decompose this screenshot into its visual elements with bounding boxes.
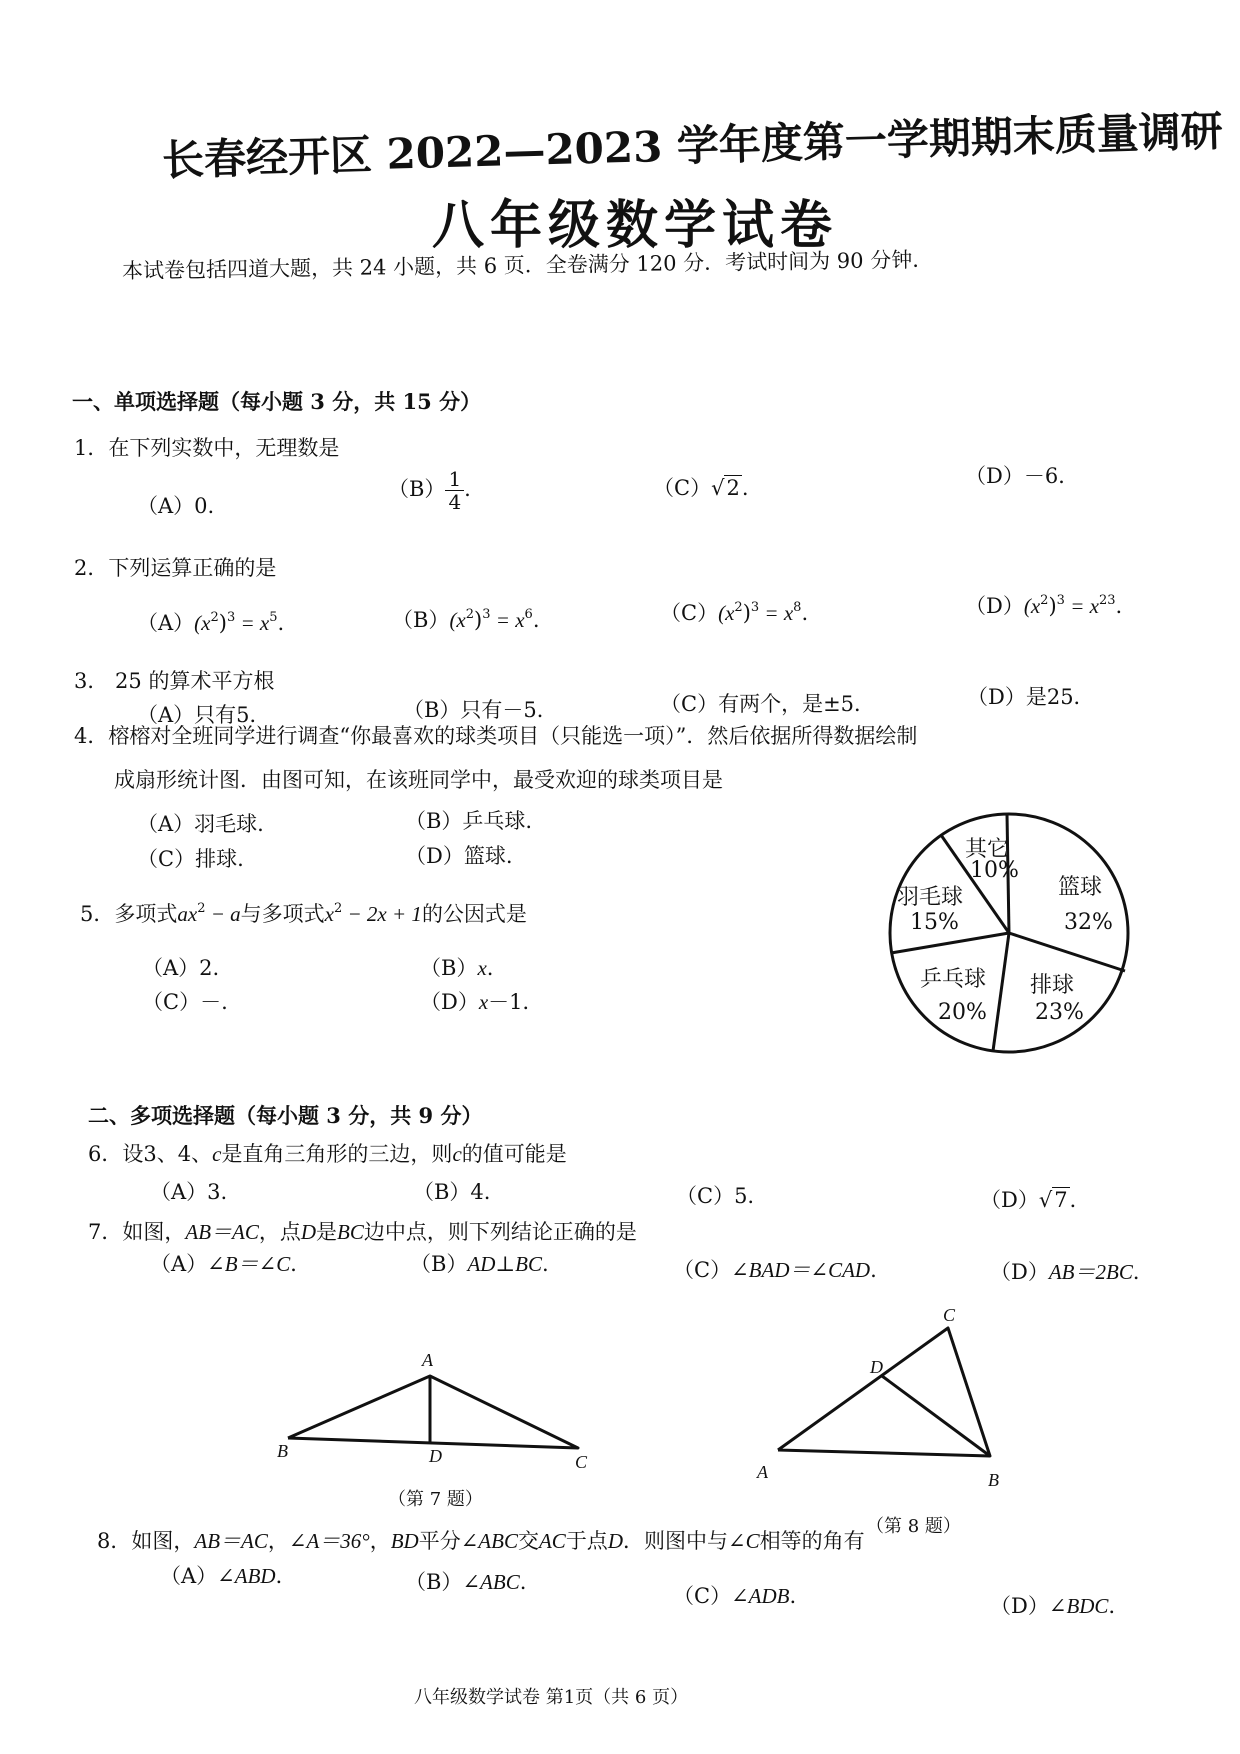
- q6-option-c[interactable]: （C）5.: [676, 1184, 755, 1208]
- option-label: （D）: [990, 1260, 1049, 1284]
- expr: (x: [1023, 594, 1041, 618]
- question-number: 6．: [88, 1142, 123, 1166]
- punct: .: [486, 956, 494, 980]
- exp: 2: [734, 600, 743, 615]
- option-label: （B）: [388, 477, 446, 501]
- question-stem: 平分: [418, 1529, 461, 1553]
- punct: .: [789, 1584, 797, 1608]
- expr: x: [478, 990, 489, 1014]
- exp: 2: [333, 901, 343, 916]
- exp: 3: [750, 600, 760, 615]
- q5-option-b[interactable]: [420, 952, 493, 982]
- q5-option-d[interactable]: [420, 986, 544, 1016]
- exp: 6: [524, 607, 533, 622]
- expr: ): [474, 608, 483, 632]
- option-label: （B）: [420, 956, 478, 980]
- exam-title-line1: 长春经开区 2022—2023 学年度第一学期期末质量调研: [161, 106, 1224, 185]
- question-stem: 与多项式: [240, 902, 325, 926]
- pie-label-basketball: 篮球: [1058, 875, 1103, 900]
- q2-option-d[interactable]: [965, 590, 1122, 620]
- question-1: [74, 432, 339, 462]
- question-8: [97, 1525, 865, 1555]
- radicand: 2: [726, 476, 740, 500]
- exam-title-line2: 八年级数学试卷: [432, 195, 839, 256]
- question-stem: ．则图中与: [622, 1529, 728, 1553]
- question-stem: 交: [517, 1529, 539, 1553]
- sqrt-expr: √2: [711, 476, 740, 500]
- angle: ∠ABC: [460, 1529, 518, 1553]
- expr: (x: [194, 611, 211, 635]
- exp: 2: [210, 610, 219, 625]
- question-stem: 如图，: [131, 1529, 195, 1553]
- exp: 3: [226, 610, 236, 625]
- expr: AD⊥BC: [467, 1252, 543, 1276]
- point: D: [300, 1220, 317, 1244]
- question-number: 8．: [97, 1529, 132, 1553]
- expr: x: [324, 902, 334, 926]
- expr: (x: [718, 601, 735, 625]
- q7-option-c[interactable]: [673, 1254, 877, 1284]
- q4-option-c[interactable]: （C）排球.: [137, 847, 244, 871]
- fig8-label-b: B: [988, 1470, 999, 1490]
- q3-option-c[interactable]: （C）有两个，是±5．: [660, 692, 876, 716]
- question-number: 4．: [74, 724, 109, 748]
- pie-pct-volleyball: 23%: [1035, 1000, 1084, 1025]
- question-stem: ，点: [258, 1220, 301, 1244]
- section2-heading: 二、多项选择题（每小题 3 分，共 9 分）: [88, 1103, 483, 1128]
- question-stem: 边中点，则下列结论正确的是: [363, 1220, 637, 1244]
- question-stem: 如图，: [122, 1220, 186, 1244]
- q4-option-a[interactable]: （A）羽毛球.: [137, 812, 264, 836]
- expr: = x: [759, 601, 794, 625]
- exp: 2: [465, 607, 475, 622]
- q8-option-d[interactable]: [990, 1590, 1129, 1620]
- question-4-line2: 成扇形统计图．由图可知，在该班同学中，最受欢迎的球类项目是: [114, 768, 723, 792]
- q5-option-a[interactable]: （A）2.: [142, 956, 220, 980]
- option-label: （A）: [137, 611, 195, 635]
- section1-heading: 一、单项选择题（每小题 3 分，共 15 分）: [72, 389, 482, 414]
- question-number: 2．: [74, 556, 109, 580]
- punct: ．: [1132, 1260, 1154, 1284]
- fig8-label-c: C: [943, 1305, 956, 1325]
- question-7: [88, 1216, 637, 1246]
- q4-option-b[interactable]: （B）乒乓球.: [405, 809, 533, 833]
- segment: AC: [538, 1529, 566, 1553]
- q7-option-d[interactable]: [990, 1256, 1154, 1286]
- expr: ∠ABD: [217, 1564, 276, 1588]
- q2-option-b[interactable]: [392, 604, 540, 634]
- q8-option-a[interactable]: [160, 1560, 297, 1590]
- option-label: （B）: [410, 1252, 468, 1276]
- fig7-label-c: C: [575, 1452, 588, 1472]
- exp: 2: [1040, 593, 1049, 608]
- exam-intro: 本试卷包括四道大题，共 24 小题，共 6 页．全卷满分 120 分．考试时间为 90 分钟．: [121, 247, 934, 283]
- q3-option-b[interactable]: （B）只有－5．: [403, 698, 558, 722]
- question-2: [74, 552, 276, 582]
- pie-pct-pingpong: 20%: [938, 1000, 987, 1025]
- q1-option-c[interactable]: [653, 472, 749, 502]
- fig8-label-a: A: [757, 1462, 768, 1482]
- fraction: [445, 468, 464, 513]
- angle: ∠C: [727, 1529, 760, 1553]
- expr: (x: [449, 608, 466, 632]
- expr: ∠A＝36°: [288, 1529, 370, 1553]
- expr: AB＝AC: [194, 1529, 268, 1553]
- q6-option-a[interactable]: （A）3.: [150, 1180, 228, 1204]
- variable: c: [452, 1142, 462, 1166]
- option-label: （B）: [405, 1570, 463, 1594]
- question-stem: 下列运算正确的是: [108, 556, 277, 580]
- q1-option-a[interactable]: （A）0.: [137, 494, 215, 518]
- expr: x: [477, 956, 487, 980]
- question-number: 5．: [80, 902, 115, 926]
- expr: AB＝2BC: [1048, 1260, 1133, 1284]
- option-label: （D）: [980, 1188, 1039, 1212]
- fig8-caption: （第 8 题）: [866, 1516, 961, 1537]
- option-label: （C）: [673, 1258, 732, 1282]
- fig7-label-a: A: [422, 1350, 433, 1370]
- exp: 3: [482, 607, 491, 622]
- question-stem: 榕榕对全班同学进行调查“你最喜欢的球类项目（只能选一项）”．然后依据所得数据绘制: [108, 724, 918, 748]
- expr: ∠B＝∠C: [207, 1252, 291, 1276]
- exp: 8: [793, 600, 802, 615]
- option-label: （D）: [990, 1594, 1049, 1618]
- question-stem: 的值可能是: [461, 1142, 567, 1166]
- expr: ∠BAD＝∠CAD: [731, 1258, 871, 1282]
- punct: ．: [275, 1564, 297, 1588]
- option-label: （C）: [660, 601, 719, 625]
- question-stem: 相等的角有: [759, 1529, 865, 1553]
- question-3: [74, 665, 274, 695]
- question-stem: 25 的算术平方根: [108, 669, 275, 693]
- fig7-caption: （第 7 题）: [388, 1489, 483, 1510]
- punct: ．: [1108, 1594, 1130, 1618]
- punct: .: [801, 601, 809, 625]
- expr: = x: [1064, 594, 1099, 618]
- q1-option-d[interactable]: （D）－6．: [965, 464, 1080, 488]
- expr: = x: [235, 611, 270, 635]
- expr: − a: [205, 902, 241, 926]
- question-stem: 的公因式是: [421, 902, 527, 926]
- option-label: （A）: [160, 1564, 218, 1588]
- expr: − 2x + 1: [342, 902, 422, 926]
- punct: ，: [369, 1529, 391, 1553]
- q4-option-d[interactable]: （D）篮球.: [405, 844, 513, 868]
- expr: ∠BDC: [1048, 1594, 1109, 1618]
- pie-label-volleyball: 排球: [1030, 973, 1075, 998]
- punct: .: [532, 608, 540, 632]
- fig7-label-b: B: [277, 1441, 288, 1461]
- question-stem: 多项式: [114, 902, 178, 926]
- exp: 2: [197, 901, 206, 916]
- punct: ，: [267, 1529, 289, 1553]
- q2-option-c[interactable]: [660, 597, 808, 627]
- q6-option-b[interactable]: （B）4.: [413, 1180, 491, 1204]
- punct: .: [1115, 594, 1123, 618]
- pie-pct-other: 10%: [970, 858, 1019, 883]
- q8-option-b[interactable]: [405, 1566, 526, 1596]
- q7-option-a[interactable]: [150, 1248, 311, 1278]
- pie-pct-badminton: 15%: [910, 910, 959, 935]
- q8-option-c[interactable]: [673, 1580, 796, 1610]
- punct: .: [277, 611, 285, 635]
- page-footer: 八年级数学试卷 第1页（共 6 页）: [414, 1687, 689, 1708]
- pie-label-pingpong: 乒乓球: [920, 967, 987, 992]
- pie-pct-basketball: 32%: [1064, 910, 1113, 935]
- numerator: 1: [445, 468, 464, 491]
- q3-option-a[interactable]: （A）只有5．: [137, 703, 271, 727]
- pie-label-other: 其它: [965, 837, 1010, 862]
- question-stem: 在下列实数中，无理数是: [108, 436, 340, 460]
- exp: 3: [1056, 593, 1065, 608]
- option-label: （C）: [653, 476, 712, 500]
- q2-option-a[interactable]: [137, 607, 284, 637]
- punct: ．: [290, 1252, 312, 1276]
- punct: .: [542, 1252, 549, 1276]
- question-number: 3．: [74, 669, 109, 693]
- expr: ): [742, 601, 751, 625]
- exp: 23: [1098, 593, 1116, 608]
- expr: ): [218, 611, 227, 635]
- punct: .: [519, 1570, 527, 1594]
- expr: ): [1048, 594, 1057, 618]
- expr: ∠ADB: [731, 1584, 790, 1608]
- question-stem: 是: [316, 1220, 338, 1244]
- point: D: [607, 1529, 623, 1553]
- option-label: （B）: [392, 608, 450, 632]
- question-number: 7．: [88, 1220, 123, 1244]
- option-label: （D）: [420, 990, 479, 1014]
- question-stem: 是直角三角形的三边，则: [221, 1142, 453, 1166]
- question-5: [80, 898, 527, 928]
- option-label: （D）: [965, 594, 1024, 618]
- fig7-label-d: D: [429, 1446, 442, 1466]
- segment: BC: [337, 1220, 364, 1244]
- fig8-label-d: D: [870, 1357, 883, 1377]
- punct: .: [870, 1258, 877, 1282]
- denominator: 4: [448, 490, 462, 514]
- q5-option-c[interactable]: （C）－.: [142, 990, 228, 1014]
- expr: = x: [490, 608, 525, 632]
- q1-option-b[interactable]: [388, 468, 471, 513]
- question-number: 1．: [74, 436, 109, 460]
- question-6: [88, 1138, 567, 1168]
- variable: c: [212, 1142, 222, 1166]
- segment: BD: [390, 1529, 419, 1553]
- question-stem: 于点: [565, 1529, 608, 1553]
- pie-label-badminton: 羽毛球: [897, 885, 964, 910]
- radicand: 7: [1054, 1188, 1068, 1212]
- expr: ax: [177, 902, 198, 926]
- option-label: （C）: [673, 1584, 732, 1608]
- expr: －1．: [488, 990, 544, 1014]
- expr: ∠ABC: [462, 1570, 520, 1594]
- question-4-line1: [74, 720, 917, 750]
- expr: AB＝AC: [185, 1220, 259, 1244]
- punct: .: [464, 477, 471, 501]
- figure-8-triangle: [770, 1320, 1010, 1470]
- q3-option-d[interactable]: （D）是25．: [967, 685, 1095, 709]
- q6-option-d[interactable]: [980, 1184, 1091, 1214]
- q7-option-b[interactable]: [410, 1248, 549, 1278]
- punct: ．: [1069, 1188, 1091, 1212]
- sqrt-expr: √7: [1038, 1188, 1068, 1212]
- option-label: （A）: [150, 1252, 208, 1276]
- question-stem: 设3、4、: [122, 1142, 213, 1166]
- exp: 5: [269, 610, 278, 625]
- punct: .: [741, 476, 749, 500]
